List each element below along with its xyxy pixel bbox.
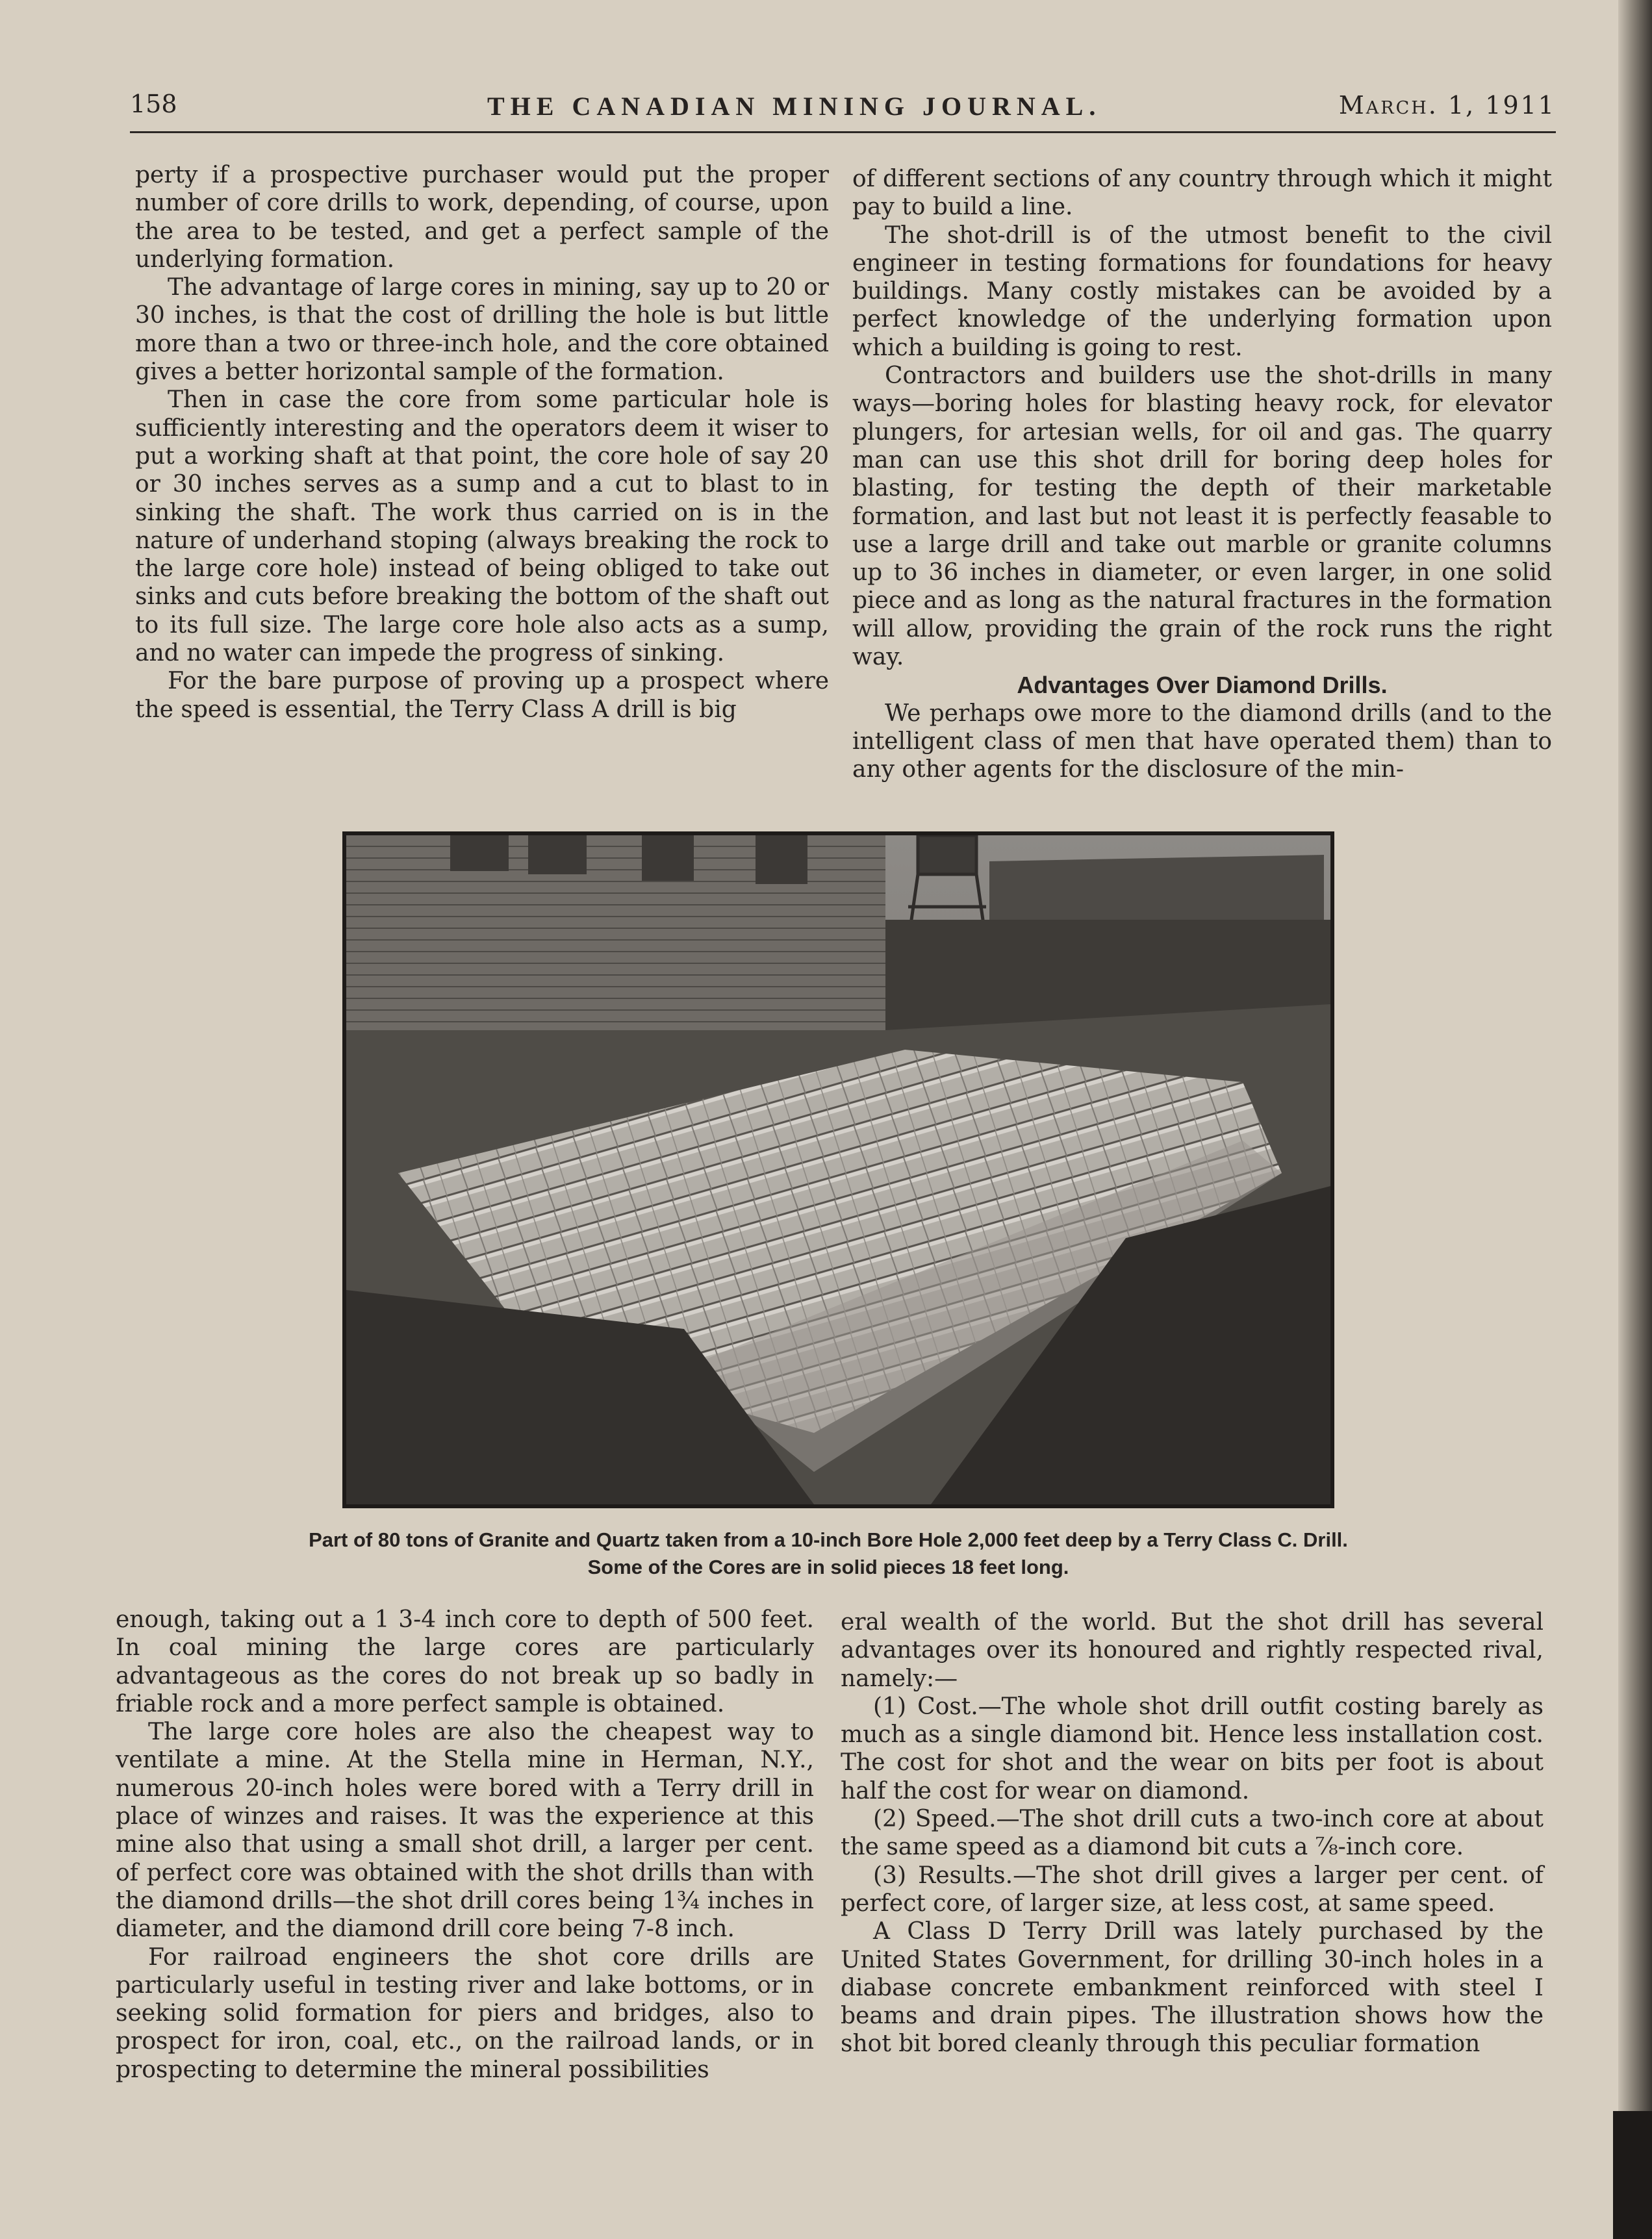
running-header xyxy=(130,83,1556,129)
paragraph: (3) Results.—The shot drill gives a larger per cent. of perfect core, of larger size, at less cost, at same speed. xyxy=(841,1862,1544,1917)
issue-date: March. 1, 1911 xyxy=(1338,91,1556,120)
paragraph: The large core holes are also the cheapest way to ventilate a mine. At the Stella mine in Herman, N.Y., numerous 20-inch holes were bored with a Terry drill in place of winzes and raises. It was the experience at this mine also that using a small shot drill, a larger per cent. of perfect core was obtained with the shot drills than with the diamond drills—the shot drill cores being 1¾ inches in diameter, and the diamond drill core being 7-8 inch. xyxy=(116,1719,814,1943)
paragraph: enough, taking out a 1 3-4 inch core to depth of 500 feet. In coal mining the large cores are particularly advantageous as the cores do not break up so badly in friable rock and a more perfect sample is obtained. xyxy=(116,1606,814,1717)
binding-shadow xyxy=(1613,2111,1652,2239)
paragraph: Then in case the core from some particular hole is sufficiently interesting and the operators deem it wiser to put a working shaft at that point, the core hole of say 20 or 30 inches serves as a sump and a cut to blast to in sinking the shaft. The work thus carried on is in the nature of underhand stoping (always breaking the rock to the large core hole) instead of being obliged to take out sinks and cuts before breaking the bottom of the shaft out to its full size. The large core hole also acts as a sump, and no water can impede the progress of sinking. xyxy=(135,386,829,667)
paragraph: A Class D Terry Drill was lately purchased by the United States Government, for drilling 30-inch holes in a diabase concrete embankment reinforced with steel I beams and drain pipes. The illustration shows how the shot bit bored cleanly through this peculiar formation xyxy=(841,1918,1544,2058)
paragraph: (2) Speed.—The shot drill cuts a two-inch core at about the same speed as a diamond bit cuts a ⅞-inch core. xyxy=(841,1806,1544,1861)
photo-caption xyxy=(162,1526,1494,1581)
core-samples-photo xyxy=(342,831,1334,1508)
column-top-left xyxy=(135,161,829,724)
paragraph: Contractors and builders use the shot-drills in many ways—boring holes for blasting heavy rock, for elevator plungers, for artesian wells, for oil and gas. The quarry man can use this shot drill for boring deep holes for blasting, for testing the depth of their marketable formation, and last but not least it is perfectly feasable to use a large drill and take out marble or granite columns up to 36 inches in diameter, or even larger, in one solid piece and as long as the natural fractures in the formation will allow, providing the grain of the rock runs the right way. xyxy=(852,362,1552,671)
column-bottom-right xyxy=(841,1608,1544,2058)
paragraph: The shot-drill is of the utmost benefit to the civil engineer in testing formations for foundations for heavy buildings. Many costly mistakes can be avoided by a perfect knowledge of the underlying formation upon which a building is going to rest. xyxy=(852,221,1552,361)
paragraph: eral wealth of the world. But the shot drill has several advantages over its honoured and rightly respected rival, namely:— xyxy=(841,1609,1544,1692)
paragraph: perty if a prospective purchaser would put the proper number of core drills to work, depending, of course, upon the area to be tested, and get a perfect sample of the underlying formation. xyxy=(135,162,829,273)
column-top-right xyxy=(852,165,1552,784)
paragraph: (1) Cost.—The whole shot drill outfit costing barely as much as a single diamond bit. Hence less installation cost. The cost for shot and the wear on bits per foot is about half the cost for wear on diamond. xyxy=(841,1693,1544,1804)
paragraph: For railroad engineers the shot core drills are particularly useful in testing river and lake bottoms, or in seeking solid formation for piers and bridges, also to prospect for iron, coal, etc., on the railroad lands, or in prospecting to determine the mineral possibilities xyxy=(116,1943,814,2083)
photo-illustration xyxy=(346,835,1330,1504)
journal-title: THE CANADIAN MINING JOURNAL. xyxy=(487,92,1102,121)
column-bottom-left xyxy=(116,1606,814,2084)
caption-line: Part of 80 tons of Granite and Quartz taken from a 10-inch Bore Hole 2,000 feet deep by a Terry Class C. Drill. xyxy=(309,1528,1348,1551)
paragraph: of different sections of any country through which it might pay to build a line. xyxy=(852,166,1552,221)
page-edge-shadow xyxy=(1618,0,1652,2239)
paragraph: For the bare purpose of proving up a prospect where the speed is essential, the Terry Class A drill is big xyxy=(135,668,829,723)
section-heading: Advantages Over Diamond Drills. xyxy=(1017,672,1388,699)
caption-line: Some of the Cores are in solid pieces 18 feet long. xyxy=(587,1556,1069,1578)
page-number: 158 xyxy=(130,90,177,118)
paragraph: We perhaps owe more to the diamond drills (and to the intelligent class of men that have operated them) than to any other agents for the disclosure of the min- xyxy=(852,700,1552,783)
paragraph: The advantage of large cores in mining, say up to 20 or 30 inches, is that the cost of drilling the hole is but little more than a two or three-inch hole, and the core obtained gives a better horizontal sample of the formation. xyxy=(135,274,829,386)
header-rule xyxy=(130,131,1556,133)
